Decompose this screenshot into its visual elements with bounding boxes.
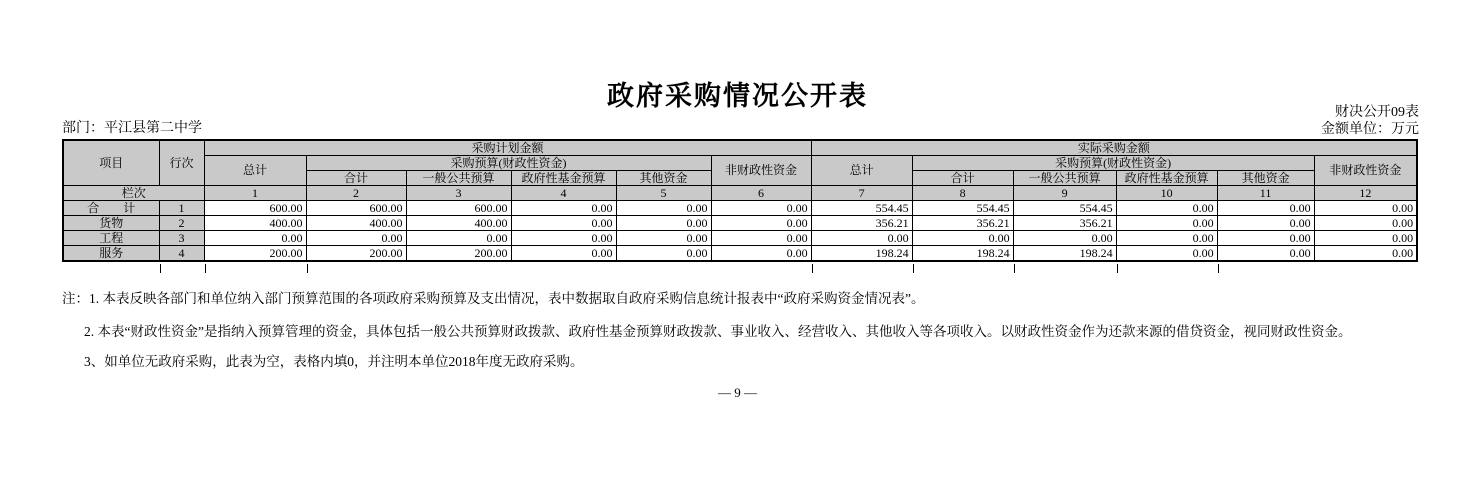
data-cell: 0.00 [511, 201, 616, 216]
gridline-stub [1218, 264, 1219, 273]
header-plan-general-public: 一般公共预算 [406, 171, 511, 186]
header-row-no: 行次 [159, 140, 204, 186]
header-row-subgroups [63, 156, 1417, 171]
column-index-cell: 3 [406, 186, 511, 201]
data-cell: 0.00 [511, 216, 616, 231]
header-plan-total: 总计 [204, 156, 306, 186]
gridline-stub [205, 264, 206, 273]
data-cell: 400.00 [306, 216, 406, 231]
data-cell: 554.45 [811, 201, 912, 216]
data-cell: 0.00 [616, 231, 711, 246]
row-label: 工程 [63, 231, 159, 246]
column-index-cell: 4 [511, 186, 616, 201]
column-index-cell: 6 [711, 186, 811, 201]
column-index-cell: 9 [1013, 186, 1116, 201]
note-1: 注：1. 本表反映各部门和单位纳入部门预算范围的各项政府采购预算及支出情况，表中数据取自政府采购信息统计报表中“政府采购资金情况表”。 [62, 291, 925, 306]
table-row [63, 216, 1417, 231]
data-cell: 200.00 [406, 246, 511, 262]
procurement-table [62, 139, 1418, 262]
data-cell: 0.00 [711, 231, 811, 246]
header-actual-budget-group: 采购预算(财政性资金) [912, 156, 1314, 171]
row-label: 服务 [63, 246, 159, 262]
header-actual-total: 总计 [811, 156, 912, 186]
header-actual-subtotal: 合计 [912, 171, 1013, 186]
header-actual-amount-group: 实际采购金额 [811, 140, 1417, 156]
data-cell: 600.00 [306, 201, 406, 216]
data-cell: 0.00 [1314, 216, 1417, 231]
gridline-stub [913, 264, 914, 273]
data-cell: 356.21 [1013, 216, 1116, 231]
header-plan-amount-group: 采购计划金额 [204, 140, 811, 156]
data-cell: 0.00 [1314, 231, 1417, 246]
header-actual-gov-fund: 政府性基金预算 [1116, 171, 1217, 186]
data-cell: 0.00 [1314, 201, 1417, 216]
data-cell: 600.00 [204, 201, 306, 216]
header-actual-other-funds: 其他资金 [1217, 171, 1314, 186]
data-cell: 554.45 [912, 201, 1013, 216]
data-cell: 0.00 [711, 216, 811, 231]
amount-unit-label: 金额单位：万元 [1321, 122, 1419, 137]
row-label: 货物 [63, 216, 159, 231]
gridline-stub [307, 264, 308, 273]
data-cell: 0.00 [306, 231, 406, 246]
data-cell: 0.00 [711, 201, 811, 216]
header-row-groups [63, 140, 1417, 156]
data-cell: 0.00 [511, 231, 616, 246]
data-cell: 0.00 [1116, 231, 1217, 246]
department-label: 部门：平江县第二中学 [62, 121, 202, 136]
data-cell: 0.00 [1217, 246, 1314, 262]
data-cell: 0.00 [1217, 231, 1314, 246]
column-index-label: 栏次 [63, 186, 204, 201]
row-label: 合 计 [63, 201, 159, 216]
data-cell: 400.00 [204, 216, 306, 231]
data-cell: 356.21 [811, 216, 912, 231]
column-index-cell: 5 [616, 186, 711, 201]
data-cell: 0.00 [811, 231, 912, 246]
data-cell: 0.00 [711, 246, 811, 262]
data-cell: 554.45 [1013, 201, 1116, 216]
note-2: 2. 本表“财政性资金”是指纳入预算管理的资金，具体包括一般公共预算财政拨款、政府性基金预算财政拨款、事业收入、经营收入、其他收入等各项收入。以财政性资金作为还款来源的借贷资金，视同财政性资金。 [84, 324, 1352, 339]
data-cell: 0.00 [1116, 216, 1217, 231]
column-index-cell: 8 [912, 186, 1013, 201]
data-cell: 0.00 [204, 231, 306, 246]
column-index-row [63, 186, 1417, 201]
data-cell: 0.00 [616, 201, 711, 216]
header-plan-subtotal: 合计 [306, 171, 406, 186]
header-plan-budget-group: 采购预算(财政性资金) [306, 156, 711, 171]
data-cell: 0.00 [616, 216, 711, 231]
row-number: 1 [159, 201, 204, 216]
data-cell: 0.00 [1217, 216, 1314, 231]
gridline-stub [1014, 264, 1015, 273]
gridline-stub [160, 264, 161, 273]
header-actual-non-fiscal: 非财政性资金 [1314, 156, 1417, 186]
column-index-cell: 7 [811, 186, 912, 201]
column-index-cell: 1 [204, 186, 306, 201]
data-cell: 200.00 [204, 246, 306, 262]
column-index-cell: 11 [1217, 186, 1314, 201]
data-cell: 0.00 [406, 231, 511, 246]
column-index-cell: 2 [306, 186, 406, 201]
data-cell: 0.00 [1013, 231, 1116, 246]
column-index-cell: 12 [1314, 186, 1417, 201]
data-cell: 200.00 [306, 246, 406, 262]
header-actual-general-public: 一般公共预算 [1013, 171, 1116, 186]
page-title: 政府采购情况公开表 [607, 81, 868, 111]
data-cell: 198.24 [1013, 246, 1116, 262]
data-cell: 198.24 [912, 246, 1013, 262]
column-index-cell: 10 [1116, 186, 1217, 201]
table-row [63, 201, 1417, 216]
data-cell: 356.21 [912, 216, 1013, 231]
header-plan-gov-fund: 政府性基金预算 [511, 171, 616, 186]
row-number: 3 [159, 231, 204, 246]
page-number: — 9 — [718, 385, 757, 400]
form-code-label: 财决公开09表 [1335, 105, 1419, 120]
data-cell: 0.00 [912, 231, 1013, 246]
header-plan-non-fiscal: 非财政性资金 [711, 156, 811, 186]
data-cell: 0.00 [1217, 201, 1314, 216]
data-cell: 0.00 [1116, 246, 1217, 262]
row-number: 2 [159, 216, 204, 231]
gridline-stub [812, 264, 813, 273]
header-item: 项目 [63, 140, 159, 186]
data-cell: 0.00 [511, 246, 616, 262]
data-cell: 0.00 [1314, 246, 1417, 262]
data-cell: 600.00 [406, 201, 511, 216]
row-number: 4 [159, 246, 204, 262]
header-plan-other-funds: 其他资金 [616, 171, 711, 186]
data-cell: 0.00 [616, 246, 711, 262]
data-cell: 400.00 [406, 216, 511, 231]
gridline-stub [1117, 264, 1118, 273]
data-cell: 198.24 [811, 246, 912, 262]
table-row [63, 246, 1417, 262]
data-cell: 0.00 [1116, 201, 1217, 216]
table-row [63, 231, 1417, 246]
note-3: 3、如单位无政府采购，此表为空，表格内填0，并注明本单位2018年度无政府采购。 [84, 354, 584, 369]
